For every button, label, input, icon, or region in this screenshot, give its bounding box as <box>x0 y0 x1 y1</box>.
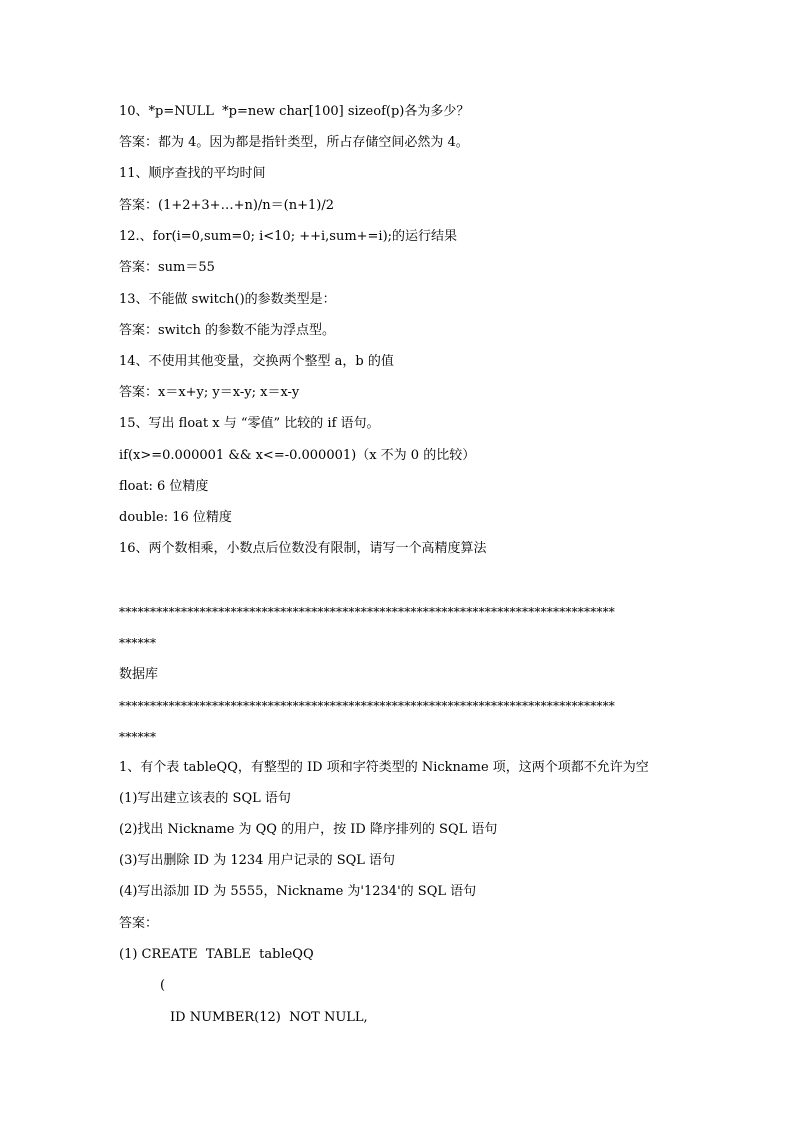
question-14: 14、不使用其他变量，交换两个整型 a，b 的值 <box>119 354 394 369</box>
answer-15-float: float: 6 位精度 <box>119 479 209 494</box>
separator-line: ******************************************************************************** <box>119 605 615 619</box>
sql-create-table: (1) CREATE TABLE tableQQ <box>119 947 314 962</box>
answer-13: 答案：switch 的参数不能为浮点型。 <box>119 323 335 338</box>
db-sub-question-3: (3)写出删除 ID 为 1234 用户记录的 SQL 语句 <box>119 853 396 868</box>
sql-id-column: ID NUMBER(12) NOT NULL, <box>170 1010 368 1025</box>
question-12: 12.、for(i=0,sum=0; i<10; ++i,sum+=i);的运行结果 <box>119 229 458 244</box>
question-15: 15、写出 float x 与 “零值” 比较的 if 语句。 <box>119 416 380 431</box>
db-sub-question-4: (4)写出添加 ID 为 5555，Nickname 为'1234'的 SQL 语句 <box>119 884 477 899</box>
answer-15-double: double: 16 位精度 <box>119 510 232 525</box>
section-title: 数据库 <box>119 667 159 682</box>
answer-15-code: if(x>=0.000001 && x<=-0.000001)（x 不为 0 的比较） <box>119 448 476 463</box>
question-13: 13、不能做 switch()的参数类型是： <box>119 292 336 307</box>
question-10: 10、*p=NULL *p=new char[100] sizeof(p)各为多少？ <box>119 104 470 119</box>
answer-12: 答案：sum＝55 <box>119 260 215 275</box>
sql-open-paren: ( <box>160 978 166 993</box>
db-sub-question-1: (1)写出建立该表的 SQL 语句 <box>119 791 291 806</box>
answer-11: 答案：(1+2+3+…+n)/n＝(n+1)/2 <box>119 198 334 213</box>
separator-line: ******************************************************************************** <box>119 699 615 713</box>
db-question-1: 1、有个表 tableQQ，有整型的 ID 项和字符类型的 Nickname 项，这两个项都不允许为空 <box>119 760 649 775</box>
db-answer-label: 答案： <box>119 916 159 931</box>
question-16: 16、两个数相乘，小数点后位数没有限制，请写一个高精度算法 <box>119 541 487 556</box>
separator-line-tail: ****** <box>119 730 157 744</box>
answer-14: 答案：x＝x+y; y＝x-y; x＝x-y <box>119 385 300 400</box>
question-11: 11、顺序查找的平均时间 <box>119 166 266 181</box>
answer-10: 答案：都为 4。因为都是指针类型，所占存储空间必然为 4。 <box>119 135 469 150</box>
db-sub-question-2: (2)找出 Nickname 为 QQ 的用户，按 ID 降序排列的 SQL 语句 <box>119 822 498 837</box>
separator-line-tail: ****** <box>119 636 157 650</box>
